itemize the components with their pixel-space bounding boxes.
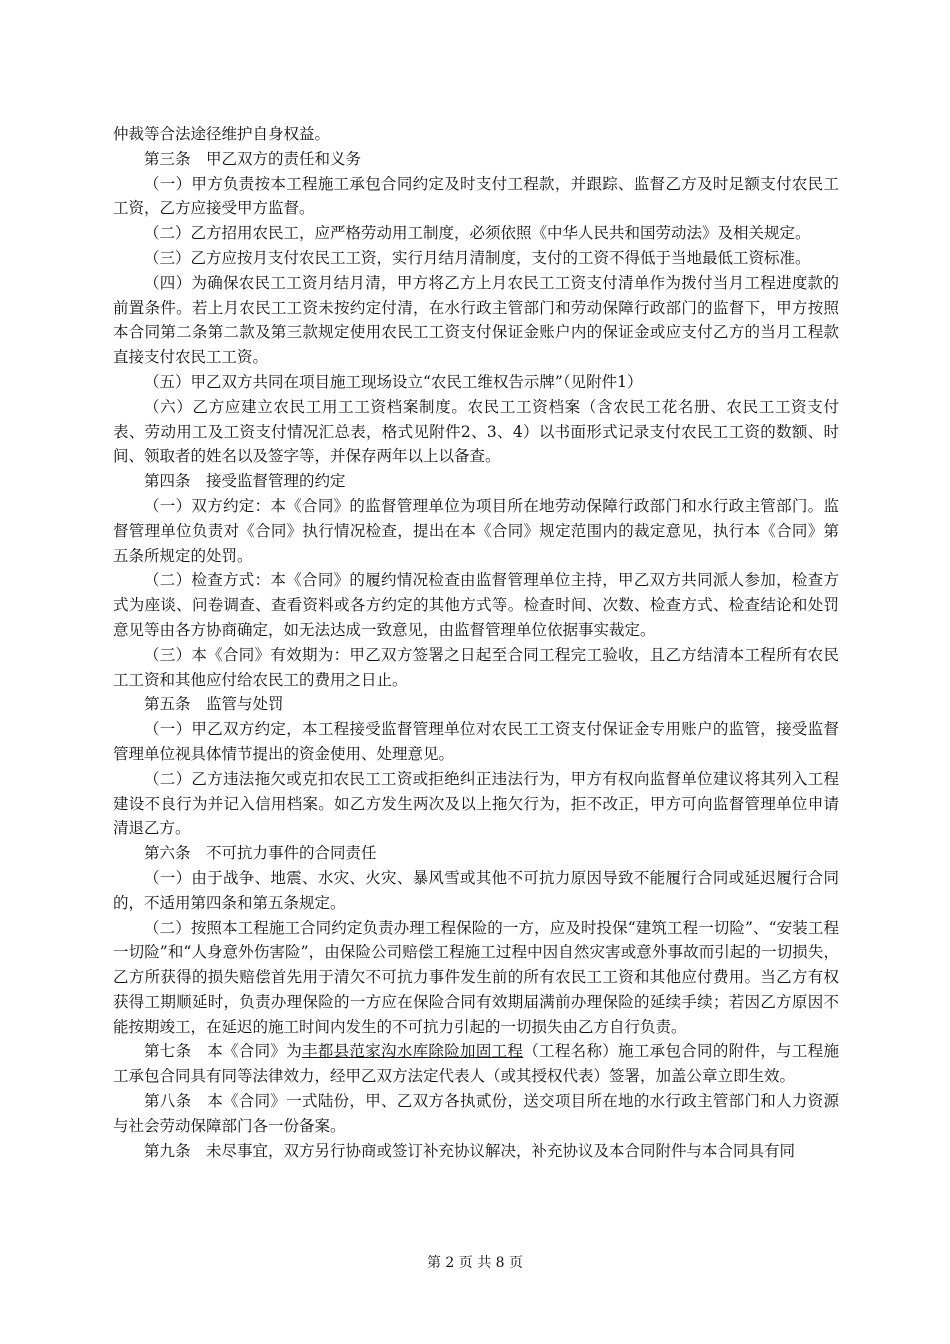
paragraph: （一）双方约定：本《合同》的监督管理单位为项目所在地劳动保障行政部门和水行政主管部门。监督管理单位负责对《合同》执行情况检查，提出在本《合同》规定范围内的裁定意见，执行本《合同》第五条所规定的处罚。: [113, 496, 839, 565]
paragraph: （二）按照本工程施工合同约定负责办理工程保险的一方，应及时投保“建筑工程一切险”、“安装工程一切险”和“人身意外伤害险”，由保险公司赔偿工程施工过程中因自然灾害或意外事故而引起的一切损失，乙方所获得的损失赔偿首先用于清欠不可抗力事件发生前的所有农民工工资和其他应付费用。当乙方有权获得工期顺延时，负责办理保险的一方应在保险合同有效期届满前办理保险的延续手续；若因乙方原因不能按期竣工，在延迟的施工时间内发生的不可抗力引起的一切损失由乙方自行负责。: [113, 918, 839, 1036]
article-9-paragraph: 第九条 未尽事宜，双方另行协商或签订补充协议解决，补充协议及本合同附件与本合同具有同: [144, 1141, 796, 1160]
document-body: [113, 122, 839, 1163]
paragraph: （六）乙方应建立农民工用工工资档案制度。农民工工资档案（含农民工花名册、农民工工资支付表、劳动用工及工资支付情况汇总表，格式见附件2、3、4）以书面形式记录支付农民工工资的数额、时间、领取者的姓名以及签字等，并保存两年以上以备查。: [113, 397, 839, 466]
paragraph: （二）乙方违法拖欠或克扣农民工工资或拒绝纠正违法行为，甲方有权向监督单位建议将其列入工程建设不良行为并记入信用档案。如乙方发生两次及以上拖欠行为，拒不改正，甲方可向监督管理单位申请清退乙方。: [113, 769, 839, 838]
article-5-heading: 第五条 监管与处罚: [144, 695, 284, 714]
page-number-footer: 第 2 页 共 8 页: [426, 1255, 524, 1271]
article-7-prefix: 第七条 本《合同》为: [144, 1042, 303, 1061]
paragraph: （四）为确保农民工工资月结月清，甲方将乙方上月农民工工资支付清单作为拨付当月工程进度款的前置条件。若上月农民工工资未按约定付清，在水行政主管部门和劳动保障行政部门的监督下，甲方按照本合同第二条第二款及第三款规定使用农民工工资支付保证金账户内的保证金或应支付乙方的当月工程款直接支付农民工工资。: [113, 273, 839, 367]
article-7-suffix: （工程名称）施工承包合同的附件，与工程施工承包合同具有同等法律效力，经甲乙双方法定代表人（或其授权代表）签署，加盖公章立即生效。: [113, 1042, 839, 1086]
paragraph: 仲裁等合法途径维护自身权益。: [113, 125, 331, 143]
project-name: 丰都县范家沟水库除险加固工程: [302, 1042, 524, 1061]
paragraph: （一）由于战争、地震、水灾、火灾、暴风雪或其他不可抗力原因导致不能履行合同或延迟履行合同的，不适用第四条和第五条规定。: [113, 868, 839, 912]
paragraph: （一）甲乙双方约定，本工程接受监督管理单位对农民工工资支付保证金专用账户的监管，接受监督管理单位视具体情节提出的资金使用、处理意见。: [113, 720, 839, 763]
article-8-paragraph: 第八条 本《合同》一式陆份，甲、乙双方各执贰份，送交项目所在地的水行政主管部门和人力资源与社会劳动保障部门各一份备案。: [113, 1092, 839, 1135]
article-3-heading: 第三条 甲乙双方的责任和义务: [144, 149, 362, 168]
paragraph: （二）乙方招用农民工，应严格劳动用工制度，必须依照《中华人民共和国劳动法》及相关规定。: [144, 224, 811, 243]
article-4-heading: 第四条 接受监督管理的约定: [144, 472, 346, 491]
article-6-heading: 第六条 不可抗力事件的合同责任: [144, 844, 377, 863]
paragraph: （二）检查方式：本《合同》的履约情况检查由监督管理单位主持，甲乙双方共同派人参加，检查方式为座谈、问卷调查、查看资料或各方约定的其他方式等。检查时间、次数、检查方式、检查结论和处罚意见等由各方协商确定，如无法达成一致意见，由监督管理单位依据事实裁定。: [113, 571, 839, 639]
paragraph: （一）甲方负责按本工程施工承包合同约定及时支付工程款，并跟踪、监督乙方及时足额支付农民工工资，乙方应接受甲方监督。: [113, 174, 839, 218]
article-7-paragraph: [113, 1039, 839, 1089]
paragraph: （三）本《合同》有效期为：甲乙双方签署之日起至合同工程完工验收，且乙方结清本工程所有农民工工资和其他应付给农民工的费用之日止。: [113, 645, 839, 689]
paragraph: （五）甲乙双方共同在项目施工现场设立“农民工维权告示牌”（见附件1）: [144, 372, 643, 391]
paragraph: （三）乙方应按月支付农民工工资，实行月结月清制度，支付的工资不得低于当地最低工资标准。: [144, 248, 811, 267]
